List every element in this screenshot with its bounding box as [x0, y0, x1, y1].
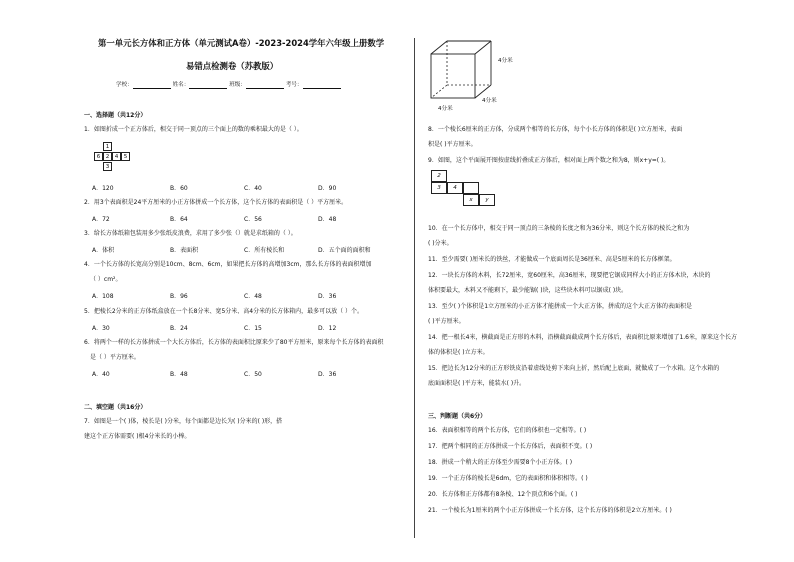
- q3-option-d[interactable]: D．五个面的面积和: [318, 247, 371, 254]
- id-blank[interactable]: [303, 82, 341, 89]
- question-11: 11．至少需要( )厘米长的铁丝，才能做成一个底面周长是36厘米、高是5厘米的长方体框架。: [428, 256, 676, 263]
- class-blank[interactable]: [246, 82, 284, 89]
- q4-option-b[interactable]: B．96: [170, 293, 188, 300]
- q9-cell-3: 3: [431, 182, 447, 194]
- net-cell-bottom: 3: [103, 162, 112, 171]
- section-1-heading: 一、选择题（共12分）: [84, 112, 147, 119]
- school-label: 学校：: [116, 82, 133, 88]
- cube-depth-label: 4分米: [482, 98, 497, 104]
- section-2-heading: 二、填空题（共16分）: [84, 404, 147, 411]
- q6-option-d[interactable]: D．36: [318, 371, 337, 378]
- question-10-line-1: 10．在一个长方体中，相交于同一顶点的三条棱的长度之和为36分米，则这个长方体的棱长之和为: [428, 225, 690, 232]
- cube-length-label: 4分米: [438, 106, 453, 112]
- question-8-line-1: 8．一个棱长6厘米的正方体，分成两个相等的长方体，每个小长方体的体积是( )立方厘米，表面: [428, 126, 683, 133]
- q5-option-d[interactable]: D．12: [318, 325, 337, 332]
- q2-option-b[interactable]: B．64: [170, 216, 188, 223]
- q2-option-a[interactable]: A．72: [92, 216, 110, 223]
- question-13-line-2: ( )平方厘米。: [428, 318, 465, 325]
- net-cell-row-1: 6: [94, 152, 103, 161]
- question-6: 6．将两个一样的长方体拼成一个大长方体后，长方体的表面积比原来少了80平方厘米，原来每个长方体的表面积: [84, 339, 384, 346]
- net-cell-row-2: 2: [103, 152, 112, 161]
- question-6-cont: 是（ ）平方厘米。: [90, 354, 140, 361]
- q1-option-b[interactable]: B．60: [170, 185, 188, 192]
- title-line-1: 第一单元长方体和正方体（单元测试A卷）-2023-2024学年六年级上册数学: [98, 38, 385, 48]
- question-8-line-2: 积是( )平方厘米。: [428, 141, 477, 148]
- question-13-line-1: 13．至少( )个体积是1立方厘米的小正方体才能拼成一个大正方体，拼成的这个大正方体的表面积是: [428, 303, 693, 310]
- q9-cell-empty: [463, 182, 479, 194]
- column-divider: [414, 38, 415, 538]
- question-20: 20．长方体和正方体都有8条棱、12个顶点和6个面。( ): [428, 491, 578, 498]
- id-label: 考号：: [285, 82, 303, 88]
- q5-option-c[interactable]: C．15: [244, 325, 262, 332]
- net-cell-top: 1: [103, 142, 112, 151]
- q2-option-c[interactable]: C．56: [244, 216, 262, 223]
- q2-option-d[interactable]: D．48: [318, 216, 337, 223]
- question-10-line-2: ( )分米。: [428, 240, 453, 247]
- q9-cell-4: 4: [447, 182, 463, 194]
- question-7-line-1: 7．如图是一个( )体，棱长是( )分米，每个面都是边长为( )分米的( )形，搭: [84, 418, 283, 425]
- question-16: 16．表面积相等的两个长方体，它们的体积也一定相等。( ): [428, 427, 587, 434]
- q9-cell-y: y: [479, 194, 495, 206]
- question-15-line-1: 15．把边长为12分米的正方形铁皮沿着虚线处剪下来向上折，然后配上底面，就做成了一个水箱。这个水箱的: [428, 365, 720, 372]
- question-9: 9．如图，这个平面展开图按虚线折叠成正方体后，相对面上两个数之和为8，则x+y=( )。: [428, 157, 670, 164]
- q3-option-b[interactable]: B．表面积: [170, 247, 199, 254]
- question-19: 19．一个正方体的棱长是6dm，它的表面积和体积相等。( ): [428, 475, 588, 482]
- question-12-line-1: 12．一块长方体的木料，长72厘米，宽60厘米，高36厘米，现要把它锯成同样大小的正方体木块，木块的: [428, 272, 711, 279]
- question-1: 1．如图折成一个正方体后，相交于同一顶点的三个面上的数的乘积最大的是（ ）。: [84, 126, 303, 133]
- q3-option-c[interactable]: C．所有棱长和: [244, 247, 285, 254]
- name-label: 姓名：: [172, 82, 190, 88]
- question-14-line-2: 体的体积是( )立方米。: [428, 349, 489, 356]
- question-14-line-1: 14．把一根长4米，横截面是正方形的木料，沿横截面截成两个长方体后，表面积比原来增加了1.6米，原来这个长方: [428, 334, 737, 341]
- question-3: 3．给长方体纸箱包装用多少张纸皮浪费，求用了多少张（）就是求纸箱的（ ）。: [84, 230, 297, 237]
- question-5: 5．把棱长2分米的正方体纸盒放在一个长8分米、宽5分米、高4分米的长方体箱内，最多可以放（ ）个。: [84, 308, 363, 315]
- question-7-line-2: 建这个正方体需要( )根4分米长的小棒。: [84, 433, 191, 440]
- section-3-heading: 三、判断题（共6分）: [428, 413, 487, 420]
- question-15-line-2: 底面面积是( )平方米，能装水( )升。: [428, 380, 526, 387]
- title-line-2: 易错点检测卷（苏教版）: [186, 61, 279, 71]
- cube-height-label: 4分米: [498, 58, 513, 64]
- q5-option-a[interactable]: A．30: [92, 325, 110, 332]
- q6-option-a[interactable]: A．40: [92, 371, 110, 378]
- net-cell-row-4: 5: [121, 152, 130, 161]
- class-label: 班级：: [229, 82, 246, 88]
- question-4: 4．一个长方体的长宽高分别是10cm、8cm、6cm，如果把长方体的高增加3cm，那么长方体的表面积增加: [84, 261, 372, 268]
- question-2: 2．用3个表面积是24平方厘米的小正方体拼成一个长方体，这个长方体的表面积是（ ）平方厘米。: [84, 199, 348, 206]
- name-blank[interactable]: [189, 82, 227, 89]
- q3-option-a[interactable]: A．体积: [92, 247, 115, 254]
- q1-option-a[interactable]: A．120: [92, 185, 114, 192]
- net-cell-row-3: 4: [112, 152, 121, 161]
- question-17: 17．把两个相同的正方体拼成一个长方体后，表面积不变。( ): [428, 443, 593, 450]
- q9-cell-2: 2: [431, 170, 447, 182]
- q6-option-b[interactable]: B．48: [170, 371, 188, 378]
- question-12-line-2: 体积要最大，木料又不能剩下，最少能锯( )块，这些块木料可以锯成( )块。: [428, 287, 628, 294]
- q1-option-c[interactable]: C．40: [244, 185, 262, 192]
- q4-option-c[interactable]: C．48: [244, 293, 262, 300]
- q5-option-b[interactable]: B．24: [170, 325, 188, 332]
- question-4-cont: （ ）cm²。: [90, 276, 122, 283]
- q1-option-d[interactable]: D．90: [318, 185, 337, 192]
- q4-option-a[interactable]: A．108: [92, 293, 114, 300]
- q6-option-c[interactable]: C．50: [244, 371, 262, 378]
- question-18: 18．拼成一个稍大的正方体至少需要8个小正方体。( ): [428, 459, 573, 466]
- school-blank[interactable]: [133, 82, 171, 89]
- info-line: [116, 82, 341, 89]
- q9-cell-x: x: [463, 194, 479, 206]
- question-21: 21．一个棱长为1厘米的两个小正方体拼成一个长方体，这个长方体的体积是2立方厘米。( ): [428, 507, 672, 514]
- q4-option-d[interactable]: D．36: [318, 293, 337, 300]
